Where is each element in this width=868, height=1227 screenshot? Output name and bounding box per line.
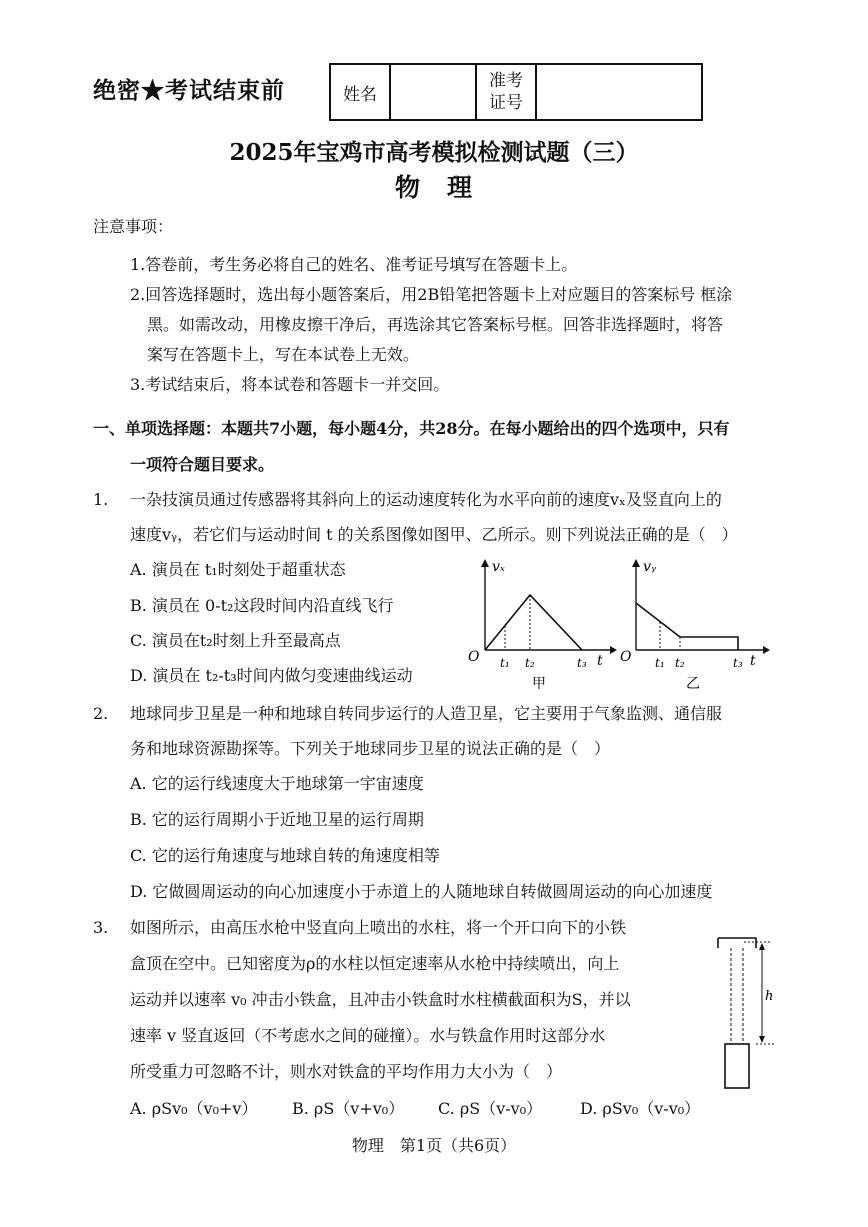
y-axis-label: vₓ bbox=[492, 559, 505, 575]
tick-label: t₃ bbox=[733, 656, 743, 670]
exam-id-label-line2: 证号 bbox=[489, 93, 523, 113]
height-label: h bbox=[765, 989, 774, 1004]
exam-id-field[interactable] bbox=[536, 64, 702, 120]
question-text: 速度vᵧ，若它们与运动时间 t 的关系图像如图甲、乙所示。则下列说法正确的是（ ） bbox=[130, 525, 738, 544]
name-label: 姓名 bbox=[330, 64, 390, 120]
tick-label: t₃ bbox=[577, 656, 587, 670]
graph-vx-t bbox=[460, 555, 620, 695]
tick-label: t₂ bbox=[525, 656, 535, 670]
y-axis-arrow-icon bbox=[481, 559, 489, 567]
graph-caption: 甲 bbox=[532, 676, 546, 692]
exam-id-label bbox=[476, 64, 536, 120]
x-axis-label: t bbox=[750, 653, 756, 669]
option-a[interactable]: A. 演员在 t₁时刻处于超重状态 bbox=[130, 560, 346, 579]
option-c[interactable]: C. 它的运行角速度与地球自转的角速度相等 bbox=[130, 846, 440, 865]
question-text: 运动并以速率 v₀ 冲击小铁盒，且冲击小铁盒时水柱横截面积为S，并以 bbox=[130, 990, 631, 1009]
vy-curve bbox=[636, 603, 738, 650]
question-text: 地球同步卫星是一种和地球自转同步运行的人造卫星，它主要用于气象监测、通信服 bbox=[130, 704, 723, 723]
tick-label: t₂ bbox=[675, 656, 685, 670]
notice-item: 案写在答题卡上，写在本试卷上无效。 bbox=[147, 345, 420, 364]
question-number: 2. bbox=[93, 704, 109, 723]
question-text: 所受重力可忽略不计，则水对铁盒的平均作用力大小为（ ） bbox=[130, 1062, 563, 1081]
notice-item: 1.答卷前，考生务必将自己的姓名、准考证号填写在答题卡上。 bbox=[130, 255, 578, 274]
water-column-figure bbox=[712, 932, 782, 1097]
tick-label: t₁ bbox=[500, 656, 510, 670]
graph-caption: 乙 bbox=[686, 676, 700, 692]
arrow-up-icon bbox=[759, 943, 765, 950]
section-heading-cont: 一项符合题目要求。 bbox=[130, 455, 275, 474]
option-a[interactable]: A. ρSv₀（v₀+v） bbox=[130, 1099, 258, 1118]
x-axis-arrow-icon bbox=[610, 646, 617, 654]
question-text: 一杂技演员通过传感器将其斜向上的运动速度转化为水平向前的速度vₓ及竖直向上的 bbox=[130, 490, 722, 509]
option-a[interactable]: A. 它的运行线速度大于地球第一宇宙速度 bbox=[130, 774, 424, 793]
question-number: 1. bbox=[93, 490, 109, 509]
option-d[interactable]: D. 演员在 t₂-t₃时间内做匀变速曲线运动 bbox=[130, 666, 413, 685]
notice-item: 黑。如需改动，用橡皮擦干净后，再选涂其它答案标号框。回答非选择题时，将答 bbox=[147, 315, 724, 334]
graph-vy-t bbox=[618, 555, 778, 695]
name-field[interactable] bbox=[390, 64, 476, 120]
exam-id-label-line1: 准考 bbox=[489, 71, 523, 91]
page-footer: 物理 第1页（共6页） bbox=[351, 1136, 517, 1155]
option-b[interactable]: B. 演员在 0-t₂这段时间内沿直线飞行 bbox=[130, 596, 394, 615]
confidential-label: 绝密★考试结束前 bbox=[93, 77, 285, 104]
question-text: 务和地球资源勘探等。下列关于地球同步卫星的说法正确的是（ ） bbox=[130, 739, 611, 758]
option-b[interactable]: B. 它的运行周期小于近地卫星的运行周期 bbox=[130, 810, 424, 829]
option-d[interactable]: D. 它做圆周运动的向心加速度小于赤道上的人随地球自转做圆周运动的向心加速度 bbox=[130, 882, 713, 901]
arrow-down-icon bbox=[759, 1036, 765, 1043]
x-axis-arrow-icon bbox=[763, 646, 770, 654]
origin-label: O bbox=[468, 649, 480, 665]
option-d[interactable]: D. ρSv₀（v-v₀） bbox=[580, 1099, 701, 1118]
question-text: 盒顶在空中。已知密度为ρ的水柱以恒定速率从水枪中持续喷出，向上 bbox=[130, 954, 620, 973]
x-axis-label: t bbox=[597, 653, 603, 669]
section-heading: 一、单项选择题：本题共7小题，每小题4分，共28分。在每小题给出的四个选项中，只有 bbox=[93, 419, 730, 438]
y-axis-arrow-icon bbox=[632, 559, 640, 567]
option-b[interactable]: B. ρS（v+v₀） bbox=[292, 1099, 405, 1118]
candidate-info-table bbox=[329, 63, 703, 121]
notice-item: 3.考试结束后，将本试卷和答题卡一并交回。 bbox=[130, 375, 450, 394]
notice-item: 2.回答选择题时，选出每小题答案后，用2B铅笔把答题卡上对应题目的答案标号 框涂 bbox=[130, 285, 733, 304]
option-c[interactable]: C. 演员在t₂时刻上升至最高点 bbox=[130, 631, 341, 650]
option-c[interactable]: C. ρS（v-v₀） bbox=[438, 1099, 543, 1118]
question-text: 速率 v 竖直返回（不考虑水之间的碰撞）。水与铁盒作用时这部分水 bbox=[130, 1026, 606, 1045]
origin-label: O bbox=[620, 649, 632, 665]
y-axis-label: vᵧ bbox=[643, 559, 657, 575]
tick-label: t₁ bbox=[655, 656, 665, 670]
exam-title: 2025年宝鸡市高考模拟检测试题（三） bbox=[229, 139, 639, 166]
water-gun-icon bbox=[725, 1044, 749, 1088]
vx-curve bbox=[485, 595, 582, 650]
iron-box-icon bbox=[718, 938, 756, 948]
question-number: 3. bbox=[93, 918, 109, 937]
question-text: 如图所示，由高压水枪中竖直向上喷出的水柱，将一个开口向下的小铁 bbox=[130, 918, 627, 937]
notice-heading: 注意事项： bbox=[93, 217, 174, 236]
subject-title: 物 理 bbox=[394, 173, 473, 202]
